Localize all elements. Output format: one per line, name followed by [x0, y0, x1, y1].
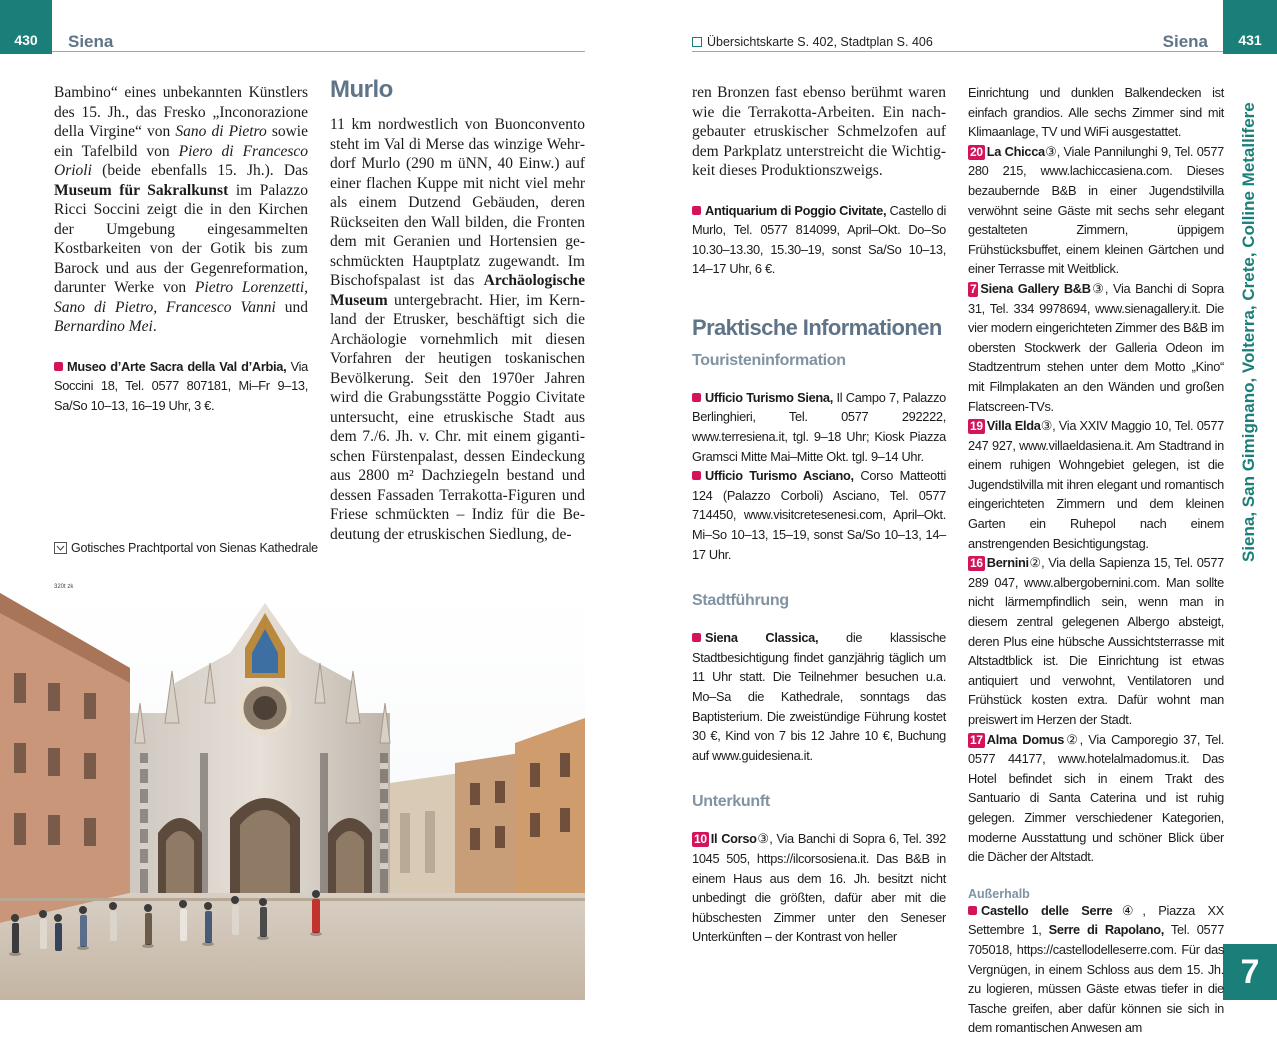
heading-stadtfuehrung: Stadtführung — [692, 592, 789, 610]
hotel-castello-delle-serre — [968, 901, 1224, 1038]
price-rating: ③ — [1044, 143, 1057, 159]
info-ufficio-asciano — [692, 466, 946, 564]
map-ref-icon — [692, 37, 702, 47]
column-1 — [54, 83, 308, 415]
header-rule-left — [52, 51, 585, 52]
bullet-icon — [692, 393, 701, 402]
paragraph-il-corso-cont: Einrichtung und dunklen Balkendecken ist einfach grandios. Alle sechs Zimmer sind mit Klimaanlage, TV und WiFi ausgestattet. — [968, 85, 1224, 140]
price-rating: ② — [1064, 731, 1080, 747]
bullet-icon — [692, 206, 701, 215]
info-name: Ufficio Turismo Siena, — [705, 389, 834, 405]
column-3 — [692, 83, 946, 947]
price-rating: ③ — [1040, 418, 1053, 434]
price-rating: ④ — [1112, 902, 1143, 918]
text-run: (beide ebenfalls 15. Jh.). Das — [91, 162, 308, 179]
page-number-right-text: 431 — [1238, 32, 1262, 48]
page-number-left-text: 430 — [14, 32, 38, 48]
heading-ausserhalb: Außerhalb — [968, 886, 1030, 901]
info-name: Ufficio Turismo Asciano, — [705, 468, 854, 484]
price-rating: ③ — [756, 831, 770, 847]
paragraph-murlo — [330, 115, 585, 544]
info-text: die klassische Stadtbesichtigung findet ganzjährig täglich um 11 Uhr statt. Die Teilnehmer besuchen u.a. Mo–Sa die Kathedrale, sonntags das Baptisterium. Die zweistündige Führung kostet 30 €, Kind von 7 bis 12 Jahre 10 €, Buchung auf www.guidesiena.it. — [692, 630, 946, 763]
siena-cathedral-photo — [0, 593, 585, 1000]
text-run: und — [275, 298, 308, 316]
hotel-text: , Viale Pannilunghi 9, Tel. 0577 280 215, www.lachiccasiena.com. Dieses bezaubernde B&B in einer Jugendstilvilla verwöhnt seine Gäste mit sechs sehr elegant gestalteten Zimmern, üppigem Frühstücksbuffet, einem kleinen Gärtchen und einer Terrasse mit Weitblick. — [968, 143, 1224, 277]
heading-murlo: Murlo — [330, 76, 393, 103]
bullet-icon — [54, 362, 63, 371]
hotel-siena-gallery — [968, 279, 1224, 416]
hotel-bernini — [968, 553, 1224, 729]
info-name: Antiquarium di Poggio Civitate, — [705, 202, 887, 218]
text-run: sowie ein Tafelbild von — [54, 123, 308, 160]
page-number-right — [1223, 0, 1277, 54]
hotel-il-corso — [692, 829, 946, 947]
bullet-icon — [692, 471, 701, 480]
column-2 — [330, 76, 585, 544]
hotel-location: Serre di Rapolano, — [1048, 922, 1165, 938]
italic-name: Sano di Pietro — [175, 123, 267, 140]
heading-praktische-informationen: Praktische Informationen — [692, 314, 942, 340]
info-text: Castello di Murlo, Tel. 0577 814099, April–Okt. Do–So 10.30–13.30, 15.30–19, sonst Sa/So 10–13, 14–17 Uhr, 6 €. — [692, 202, 946, 277]
map-marker-badge: 7 — [970, 281, 977, 296]
info-museo-arte-sacra — [54, 357, 308, 416]
map-marker-badge: 16 — [970, 556, 983, 571]
chapter-side-tab — [1223, 54, 1277, 944]
hotel-la-chicca — [968, 142, 1224, 279]
price-rating: ② — [1028, 555, 1042, 571]
hotel-text: , Via Camporegio 37, Tel. 0577 44177, www.hotelalmadomus.it. Das Hotel befindet sich in einem Trakt des Santuario di Santa Caterina und ist ruhig gelegen. Zimmer verschiedener Kategorien, moderne Ausstattung und schöner Blick über die Dächer der Altstadt. — [968, 731, 1224, 865]
running-head-left: Siena — [68, 32, 114, 51]
info-text: Corso Matteotti 124 (Palazzo Corboli) Asciano, Tel. 0577 714450, www.visitcretesenesi.com, April–Okt. Mi–So 10–13, 15–19, sonst Sa/So 10–13, 14–17 Uhr. — [692, 468, 946, 562]
map-marker-badge: 20 — [970, 144, 983, 159]
bullet-icon — [692, 633, 701, 642]
info-siena-classica — [692, 628, 946, 765]
map-marker-badge: 17 — [970, 732, 983, 747]
text-run: Bambino“ eines unbekannten Künstlers des 15. Jh., das Fresko „Inconorazione della Virgine“ von — [54, 84, 308, 140]
bold-term: Archäologische Museum — [330, 272, 585, 309]
hotel-text: Tel. 0577 705018, https://castellodelleserre.com. Für das Vergnügen, in einem Schloss aus dem 15. Jh. zu logieren, müssen Gäste etwas tiefer in die Tasche greifen, aber dafür können sie sich in dem romantischen Anwesen am — [968, 922, 1225, 1036]
hotel-name: Bernini — [986, 555, 1029, 571]
chapter-number: 7 — [1223, 944, 1277, 1000]
heading-touristeninformation: Touristeninformation — [692, 351, 846, 369]
hotel-name: Alma Domus — [986, 731, 1065, 747]
info-name: Museo d’Arte Sacra della Val d’Arbia, — [67, 358, 287, 374]
paragraph-museum — [54, 83, 308, 337]
hotel-name: Castello delle Serre — [981, 902, 1113, 918]
bullet-icon — [968, 906, 977, 915]
chapter-side-tab-text: Siena, San Gimignano, Volterra, Crete, Colline Metallifere — [1239, 102, 1258, 562]
hotel-name: La Chicca — [986, 143, 1045, 159]
header-rule-right — [692, 51, 1223, 52]
hotel-name: Villa Elda — [986, 418, 1041, 434]
map-marker-badge: 10 — [694, 832, 707, 847]
price-rating: ③ — [1090, 280, 1105, 296]
hotel-name: Siena Gallery B&B — [980, 280, 1091, 296]
italic-name: Bernardino Mei — [54, 318, 153, 335]
info-text: Via Soccini 18, Tel. 0577 807181, Mi–Fr 9–13, Sa/So 10–13, 16–19 Uhr, 3 €. — [54, 358, 308, 413]
photo-caption — [54, 541, 318, 555]
paragraph-bronzes: ren Bronzen fast ebenso berühmt waren wie die Terrakotta-Arbeiten. Ein nachgebauter etruskischer Schmelzofen auf dem Parkplatz unterstreicht die Wichtigkeit dieses Produktionszweigs. — [692, 84, 946, 179]
text-run: . — [152, 318, 157, 335]
hotel-text: , Via Banchi di Sopra 6, Tel. 392 1045 505, https://ilcorsosiena.it. Das B&B in einem Haus aus dem 16. Jh. besitzt nicht unbedingt die größten, dafür aber mit die hübschesten Zimmer unter den Seneser Unterkünften – der Kontrast von heller — [692, 831, 946, 945]
photo-caption-text: Gotisches Prachtportal von Sienas Kathedrale — [71, 541, 318, 555]
page-number-left — [0, 0, 52, 54]
hotel-text: , Piazza XX Settembre 1, — [968, 902, 1224, 938]
text-run: im Palazzo Ricci Soccini zeigt die in den Kirchen der Umgebung eingesammelten Kostbarkeiten von der Gotik bis zum Barock und aus der Gegenreformation, darunter Werke von — [54, 181, 308, 296]
text-run: untergebracht. Hier, im Kernland der Etrusker, beschäftigt sich die Archäologie vornehmlich mit diesen Vorfahren der heutigen toskanischen Bevölkerung. Seit den 1970er Jahren wird die Grabungsstätte Poggio Civitate untersucht, eine etruskische Stadt aus dem 7./6. Jh. v. Chr. mit einem gigantischen Fürstenpalast, dessen Eindeckung aus 2800 m² Dachziegeln bestand und dessen Fassaden Terrakotta-Figuren und Friese schmückten – Indiz für die Bedeutung der etruskischen Siedlung, de- — [330, 291, 585, 543]
italic-name: Pietro Lorenzetti, Sano di Pietro, Francesco Vanni — [54, 279, 308, 316]
bold-term: Museum für Sakralkunst — [54, 181, 229, 199]
photo-code: 320t zk — [54, 584, 74, 590]
hotel-text: , Via XXIV Maggio 10, Tel. 0577 247 927, www.villaeldasiena.it. Am Stadtrand in einem ruhigen Wohngebiet gelegen, ist die Jugendstilvilla mit ihren elegant und romantisch eingerichteten Zimmern und dem kleinen Garten ein Ruhepol nach einem anstrengenden Besichtigungstag. — [968, 418, 1224, 551]
info-antiquarium — [692, 201, 946, 279]
map-reference-text: Übersichtskarte S. 402, Stadtplan S. 406 — [707, 35, 933, 49]
info-name: Siena Classica, — [705, 630, 819, 646]
hotel-alma-domus — [968, 730, 1224, 867]
map-reference[interactable] — [692, 35, 933, 49]
info-text: Il Campo 7, Palazzo Berlinghieri, Tel. 0577 292222, www.terresiena.it, tgl. 9–18 Uhr; Kiosk Piazza Gramsci Mitte Mai–Mitte Okt. tgl. 9–14 Uhr. — [692, 389, 946, 464]
column-4 — [968, 83, 1224, 1038]
map-marker-badge: 19 — [970, 419, 983, 434]
text-run: 11 km nordwestlich von Buonconvento steht im Val di Merse das winzige Wehrdorf Murlo (290 m üNN, 40 Einw.) auf einer flachen Kuppe mit nicht viel mehr als einem Dutzend Gebäuden, deren Rückseiten den Wall bilden, die Fronten dem mit Geranien und Hortensien geschmückten Hauptplatz zugewandt. Im Bischofspalast ist das — [330, 116, 585, 289]
caption-arrow-icon — [54, 542, 67, 554]
hotel-text: , Via Banchi di Sopra 31, Tel. 334 9978694, www.sienagallery.it. Die vier modern eingerichteten Zimmer des B&B im obersten Stockwerk der Galleria Odeon im Stadtzentrum stehen unter dem Motto „Kino“ mit Filmplakaten an den Wänden und großen Flatscreen-TVs. — [968, 280, 1224, 414]
info-ufficio-siena — [692, 388, 946, 466]
italic-name: Piero di Francesco Orioli — [54, 142, 309, 179]
hotel-text: , Via della Sapienza 15, Tel. 0577 289 047, www.albergobernini.com. Man sollte nicht lärmempfindlich sein, wenn man in diesem zentral gelegenen Albergo absteigt, deren Plus eine hübsche Aussichtsterrasse mit Altstadtblick ist. Die Einrichtung ist etwas antiquiert und verwohnt, Ventilatoren und Frühstück kosten extra. Dafür wohnt man preiswert im Herzen der Stadt. — [968, 555, 1224, 727]
hotel-villa-elda — [968, 416, 1224, 553]
running-head-right: Siena — [1162, 32, 1208, 51]
heading-unterkunft: Unterkunft — [692, 793, 770, 811]
hotel-name: Il Corso — [710, 831, 757, 847]
